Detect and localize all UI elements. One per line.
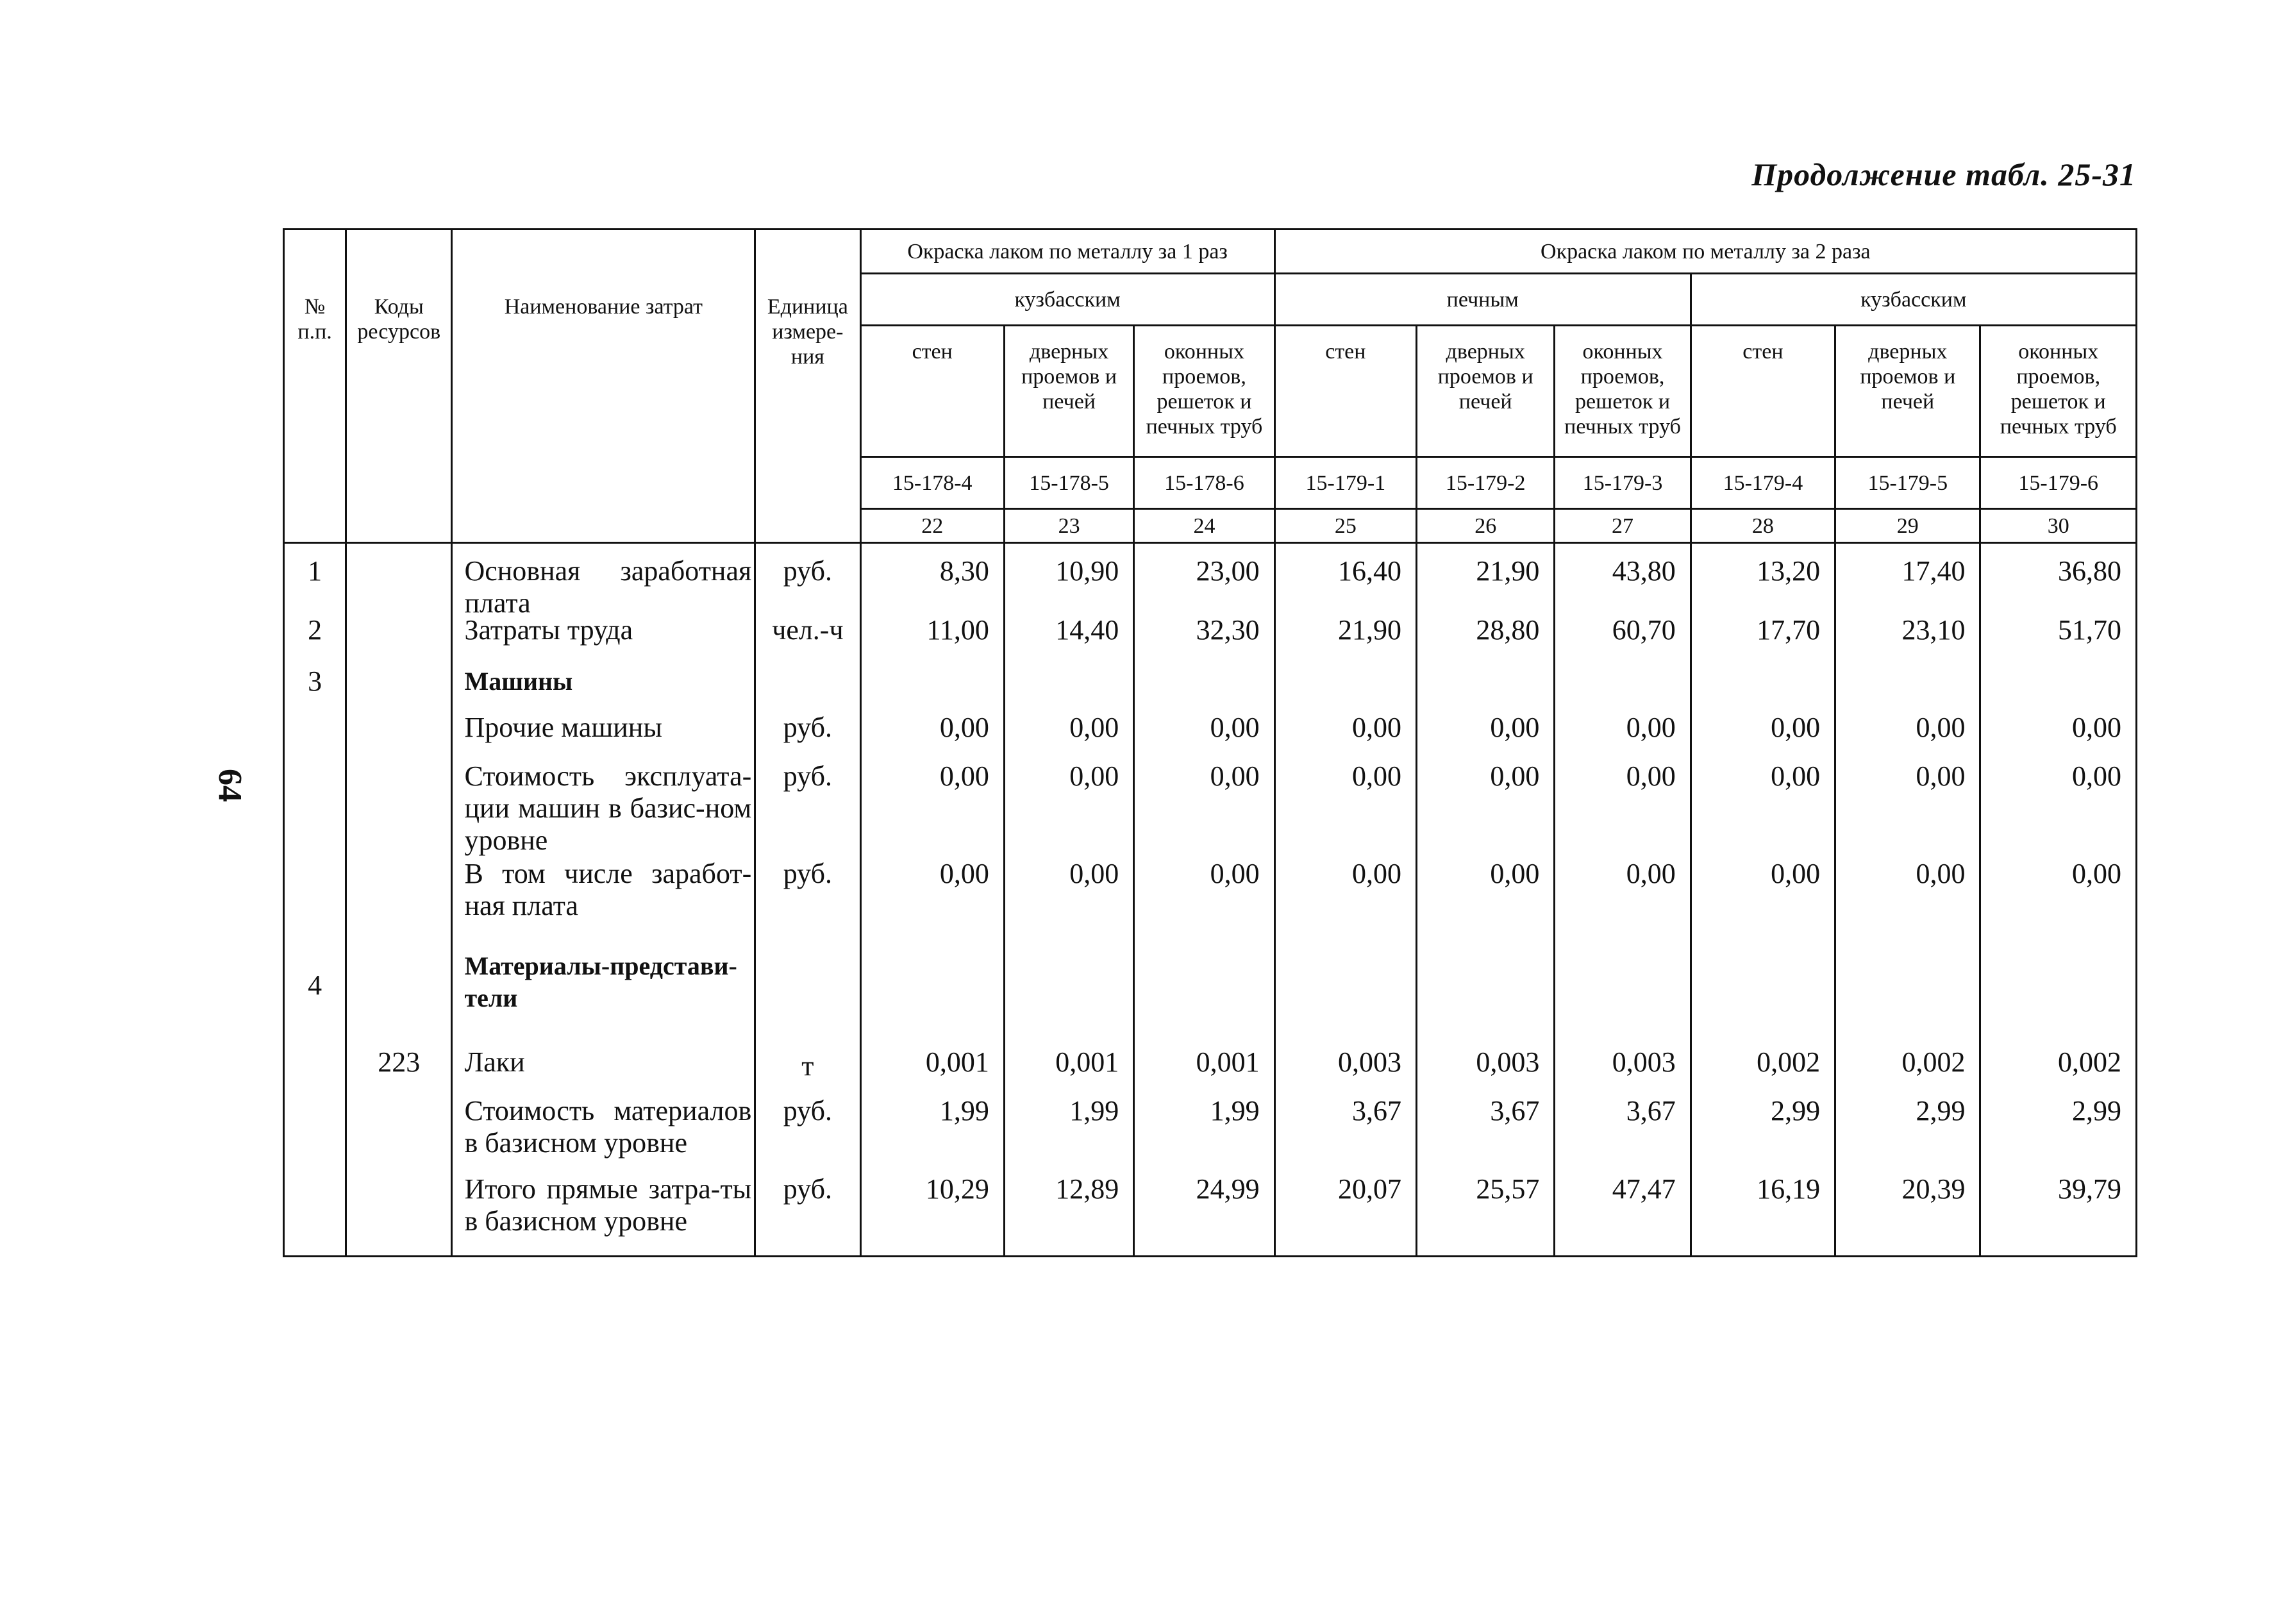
row-number: 3 [308, 666, 322, 697]
col-value [1134, 543, 1274, 1257]
row-value: 0,002 [2058, 1046, 2121, 1078]
header-row-1 [284, 230, 2137, 274]
table-caption: Продолжение табл. 25-31 [1751, 156, 2136, 192]
header-sub-2: печным [1274, 274, 1691, 326]
row-value: 13,20 [1757, 555, 1821, 587]
header-col: дверных проемов и печей [1417, 326, 1555, 457]
row-name: Прочие машины [464, 712, 662, 743]
header-col: оконных проемов, решеток и печных труб [1980, 326, 2137, 457]
row-value: 0,00 [1916, 760, 1966, 792]
row-value: 14,40 [1055, 614, 1119, 646]
row-value: 16,40 [1338, 555, 1402, 587]
column-number: 30 [1980, 509, 2137, 543]
row-unit: руб. [783, 1095, 832, 1126]
cost-table [283, 228, 2137, 1257]
row-value: 0,00 [939, 712, 989, 743]
col-unit [755, 543, 860, 1257]
row-name: Материалы-представи-тели [464, 951, 737, 1012]
header-col: стен [1274, 326, 1416, 457]
col-value [1417, 543, 1555, 1257]
header-sub-1: кузбасским [860, 274, 1274, 326]
row-value: 0,001 [1196, 1046, 1260, 1078]
row-value: 25,57 [1476, 1173, 1540, 1205]
page-number: 64 [212, 769, 248, 802]
col-value [1835, 543, 1980, 1257]
header-codes: Коды ресурсов [346, 230, 452, 543]
row-value: 39,79 [2058, 1173, 2121, 1205]
row-value: 20,07 [1338, 1173, 1402, 1205]
row-unit: руб. [783, 1173, 832, 1205]
column-number: 22 [860, 509, 1004, 543]
row-number: 2 [308, 614, 322, 646]
row-value: 32,30 [1196, 614, 1260, 646]
header-col: дверных проемов и печей [1004, 326, 1133, 457]
resource-code: 15-178-5 [1004, 457, 1133, 509]
row-value: 0,00 [1771, 858, 1821, 889]
row-value: 0,002 [1757, 1046, 1821, 1078]
header-name: Наименование затрат [452, 230, 755, 543]
row-value: 0,003 [1338, 1046, 1402, 1078]
row-name: Основная заработная плата [464, 555, 752, 619]
row-value: 43,80 [1612, 555, 1676, 587]
resource-code: 15-178-6 [1134, 457, 1274, 509]
row-value: 60,70 [1612, 614, 1676, 646]
resource-code: 15-179-4 [1691, 457, 1835, 509]
row-value: 0,00 [1626, 858, 1676, 889]
row-value: 1,99 [1069, 1095, 1119, 1126]
header-group-2: Окраска лаком по металлу за 2 раза [1274, 230, 2136, 274]
header-no: № п.п. [284, 230, 346, 543]
row-unit: руб. [783, 555, 832, 587]
col-value [1274, 543, 1416, 1257]
row-name: Лаки [464, 1046, 525, 1078]
body-row [284, 543, 2137, 1257]
row-value: 20,39 [1901, 1173, 1966, 1205]
col-code [346, 543, 452, 1257]
row-value: 0,00 [1069, 760, 1119, 792]
row-value: 0,00 [1210, 712, 1260, 743]
row-value: 0,003 [1476, 1046, 1540, 1078]
row-value: 0,00 [1352, 712, 1402, 743]
row-value: 3,67 [1626, 1095, 1676, 1126]
row-value: 28,80 [1476, 614, 1540, 646]
header-col: стен [860, 326, 1004, 457]
row-value: 36,80 [2058, 555, 2121, 587]
column-number: 24 [1134, 509, 1274, 543]
row-name: В том числе заработ-ная плата [464, 858, 752, 921]
row-value: 8,30 [939, 555, 989, 587]
row-unit: т [801, 1050, 814, 1082]
row-value: 2,99 [2072, 1095, 2121, 1126]
row-unit: руб. [783, 858, 832, 889]
row-unit: чел.-ч [772, 614, 844, 646]
resource-code: 15-179-2 [1417, 457, 1555, 509]
row-value: 21,90 [1476, 555, 1540, 587]
row-unit: руб. [783, 760, 832, 792]
row-name: Затраты труда [464, 614, 633, 646]
row-value: 2,99 [1916, 1095, 1966, 1126]
row-value: 0,00 [1210, 858, 1260, 889]
row-number: 1 [308, 555, 322, 587]
resource-code: 15-179-3 [1555, 457, 1691, 509]
col-name [452, 543, 755, 1257]
row-value: 0,00 [1771, 712, 1821, 743]
resource-code: 15-178-4 [860, 457, 1004, 509]
resource-code: 15-179-6 [1980, 457, 2137, 509]
row-value: 17,40 [1901, 555, 1966, 587]
row-value: 0,00 [1352, 760, 1402, 792]
row-value: 51,70 [2058, 614, 2121, 646]
header-col: оконных проемов, решеток и печных труб [1134, 326, 1274, 457]
column-number: 27 [1555, 509, 1691, 543]
row-value: 0,00 [1210, 760, 1260, 792]
row-value: 1,99 [1210, 1095, 1260, 1126]
row-value: 10,29 [925, 1173, 989, 1205]
row-value: 0,002 [1901, 1046, 1966, 1078]
row-value: 24,99 [1196, 1173, 1260, 1205]
column-number: 25 [1274, 509, 1416, 543]
row-value: 0,00 [1069, 712, 1119, 743]
column-number: 29 [1835, 509, 1980, 543]
row-value: 17,70 [1757, 614, 1821, 646]
column-number: 28 [1691, 509, 1835, 543]
row-name: Стоимость эксплуата-ции машин в базис-ном уровне [464, 760, 752, 856]
row-number: 4 [308, 969, 322, 1001]
resource-code: 15-179-5 [1835, 457, 1980, 509]
row-value: 23,10 [1901, 614, 1966, 646]
row-value: 0,00 [2072, 712, 2121, 743]
row-value: 0,00 [1490, 712, 1540, 743]
row-name: Стоимость материалов в базисном уровне [464, 1095, 752, 1159]
row-value: 0,00 [1916, 858, 1966, 889]
col-value [860, 543, 1004, 1257]
header-sub-3: кузбасским [1691, 274, 2136, 326]
col-value [1980, 543, 2137, 1257]
row-value: 12,89 [1055, 1173, 1119, 1205]
row-value: 0,00 [1490, 760, 1540, 792]
row-name: Машины [464, 667, 573, 696]
column-number: 26 [1417, 509, 1555, 543]
row-value: 0,00 [2072, 858, 2121, 889]
row-value: 0,001 [1055, 1046, 1119, 1078]
col-value [1691, 543, 1835, 1257]
row-value: 3,67 [1352, 1095, 1402, 1126]
row-value: 2,99 [1771, 1095, 1821, 1126]
row-value: 0,00 [1916, 712, 1966, 743]
row-value: 0,003 [1612, 1046, 1676, 1078]
col-no [284, 543, 346, 1257]
row-value: 16,19 [1757, 1173, 1821, 1205]
row-value: 47,47 [1612, 1173, 1676, 1205]
column-number: 23 [1004, 509, 1133, 543]
header-group-1: Окраска лаком по металлу за 1 раз [860, 230, 1274, 274]
row-value: 0,00 [1352, 858, 1402, 889]
header-col: дверных проемов и печей [1835, 326, 1980, 457]
row-value: 0,00 [2072, 760, 2121, 792]
row-value: 0,00 [939, 858, 989, 889]
row-value: 1,99 [939, 1095, 989, 1126]
row-value: 10,90 [1055, 555, 1119, 587]
row-value: 23,00 [1196, 555, 1260, 587]
row-value: 3,67 [1490, 1095, 1540, 1126]
header-col: оконных проемов, решеток и печных труб [1555, 326, 1691, 457]
row-unit: руб. [783, 712, 832, 743]
row-value: 0,00 [939, 760, 989, 792]
row-name: Итого прямые затра-ты в базисном уровне [464, 1173, 752, 1237]
row-value: 0,001 [925, 1046, 989, 1078]
row-value: 0,00 [1626, 712, 1676, 743]
header-col: стен [1691, 326, 1835, 457]
col-value [1004, 543, 1133, 1257]
resource-code: 15-179-1 [1274, 457, 1416, 509]
col-value [1555, 543, 1691, 1257]
row-value: 0,00 [1771, 760, 1821, 792]
row-value: 21,90 [1338, 614, 1402, 646]
row-code: 223 [378, 1046, 421, 1078]
row-value: 0,00 [1069, 858, 1119, 889]
row-value: 0,00 [1626, 760, 1676, 792]
header-unit: Единица измере-ния [755, 230, 860, 543]
row-value: 11,00 [926, 614, 989, 646]
row-value: 0,00 [1490, 858, 1540, 889]
